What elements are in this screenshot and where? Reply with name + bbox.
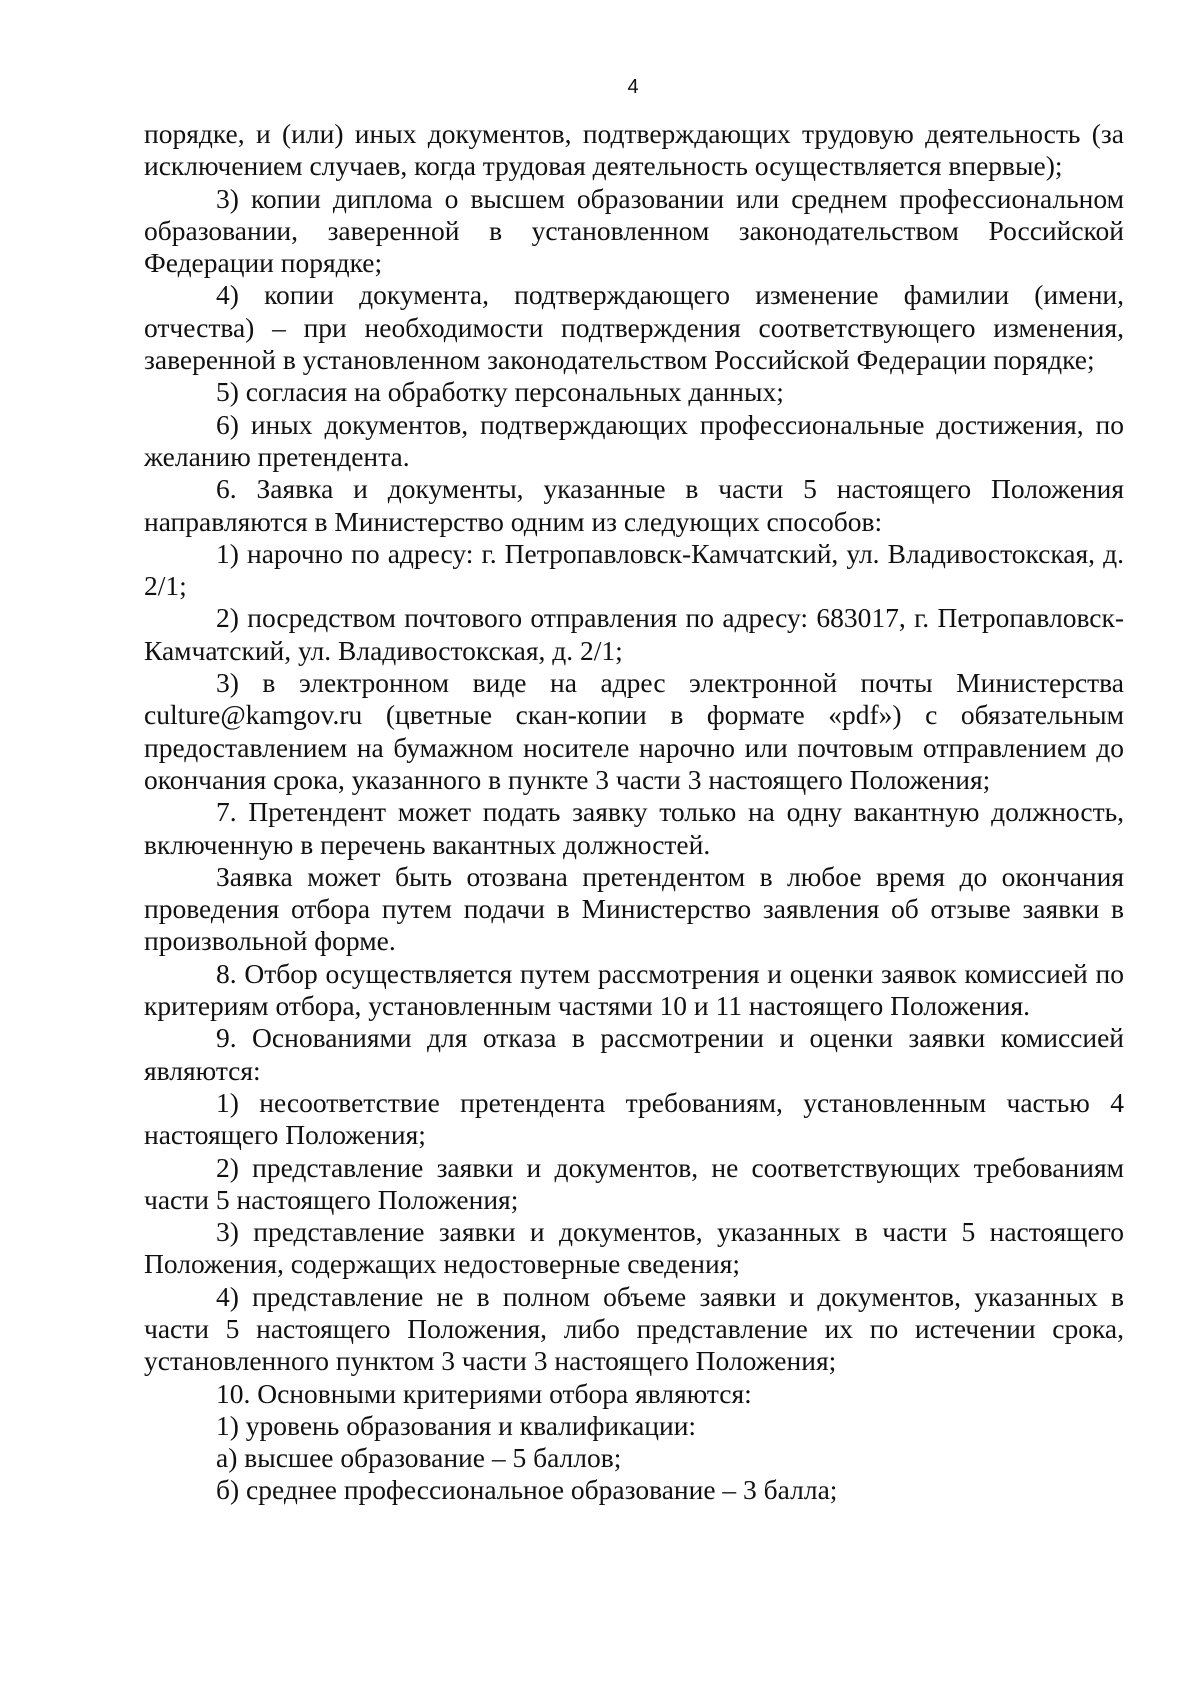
paragraph: б) среднее профессиональное образование – 3 балла; [216,1474,838,1506]
paragraph: 1) нарочно по адресу: г. Петропавловск-Камчатский, ул. Владивостокская, д. 2/1; [144,537,1124,602]
paragraph: 4) представление не в полном объеме заявки и документов, указанных в части 5 настоящего Положения, либо представление их по истечении срока, установленного пунктом 3 части 3 настоящего Положения; [144,1280,1124,1377]
paragraph: 7. Претендент может подать заявку только на одну вакантную должность, включенную в перечень вакантных должностей. [144,796,1124,860]
paragraph: 4) копии документа, подтверждающего изменение фамилии (имени, отчества) – при необходимости подтверждения соответствующего изменения, заверенной в установленном законодательством Российской Федерации порядке; [144,279,1124,376]
paragraph: порядке, и (или) иных документов, подтверждающих трудовую деятельность (за исключением случаев, когда трудовая деятельность осуществляется впервые); [144,118,1124,182]
paragraph: 8. Отбор осуществляется путем рассмотрения и оценки заявок комиссией по критериям отбора, установленным частями 10 и 11 настоящего Положения. [144,957,1124,1022]
page-number: 4 [627,76,639,98]
paragraph: 6) иных документов, подтверждающих профессиональные достижения, по желанию претендента. [144,408,1124,472]
paragraph: 3) копии диплома о высшем образовании или среднем профессиональном образовании, заверенной в установленном законодательством Российской Федерации порядке; [144,182,1124,279]
paragraph: 1) несоответствие претендента требованиям, установленным частью 4 настоящего Положения; [144,1086,1124,1151]
paragraph: 10. Основными критериями отбора являются: [216,1377,752,1409]
paragraph: 2) посредством почтового отправления по адресу: 683017, г. Петропавловск-Камчатский, ул. Владивостокская, д. 2/1; [144,602,1124,666]
paragraph: Заявка может быть отозвана претендентом в любое время до окончания проведения отбора путем подачи в Министерство заявления об отзыве заявки в произвольной форме. [144,860,1124,957]
paragraph: 6. Заявка и документы, указанные в части 5 настоящего Положения направляются в Министерство одним из следующих способов: [144,473,1124,537]
document-body [144,118,1124,1507]
paragraph: 3) в электронном виде на адрес электронной почты Министерства culture@kamgov.ru (цветные скан-копии в формате «pdf») с обязательным предоставлением на бумажном носителе нарочно или почтовым отправлением до окончания срока, указанного в пункте 3 части 3 настоящего Положения; [144,667,1124,795]
paragraph: 1) уровень образования и квалификации: [216,1409,697,1441]
paragraph: 2) представление заявки и документов, не соответствующих требованиям части 5 настоящего Положения; [144,1151,1124,1215]
paragraph: а) высшее образование – 5 баллов; [216,1442,622,1474]
paragraph: 3) представление заявки и документов, указанных в части 5 настоящего Положения, содержащих недостоверные сведения; [144,1216,1124,1280]
paragraph: 5) согласия на обработку персональных данных; [216,376,784,408]
paragraph: 9. Основаниями для отказа в рассмотрении и оценки заявки комиссией являются: [144,1022,1124,1086]
